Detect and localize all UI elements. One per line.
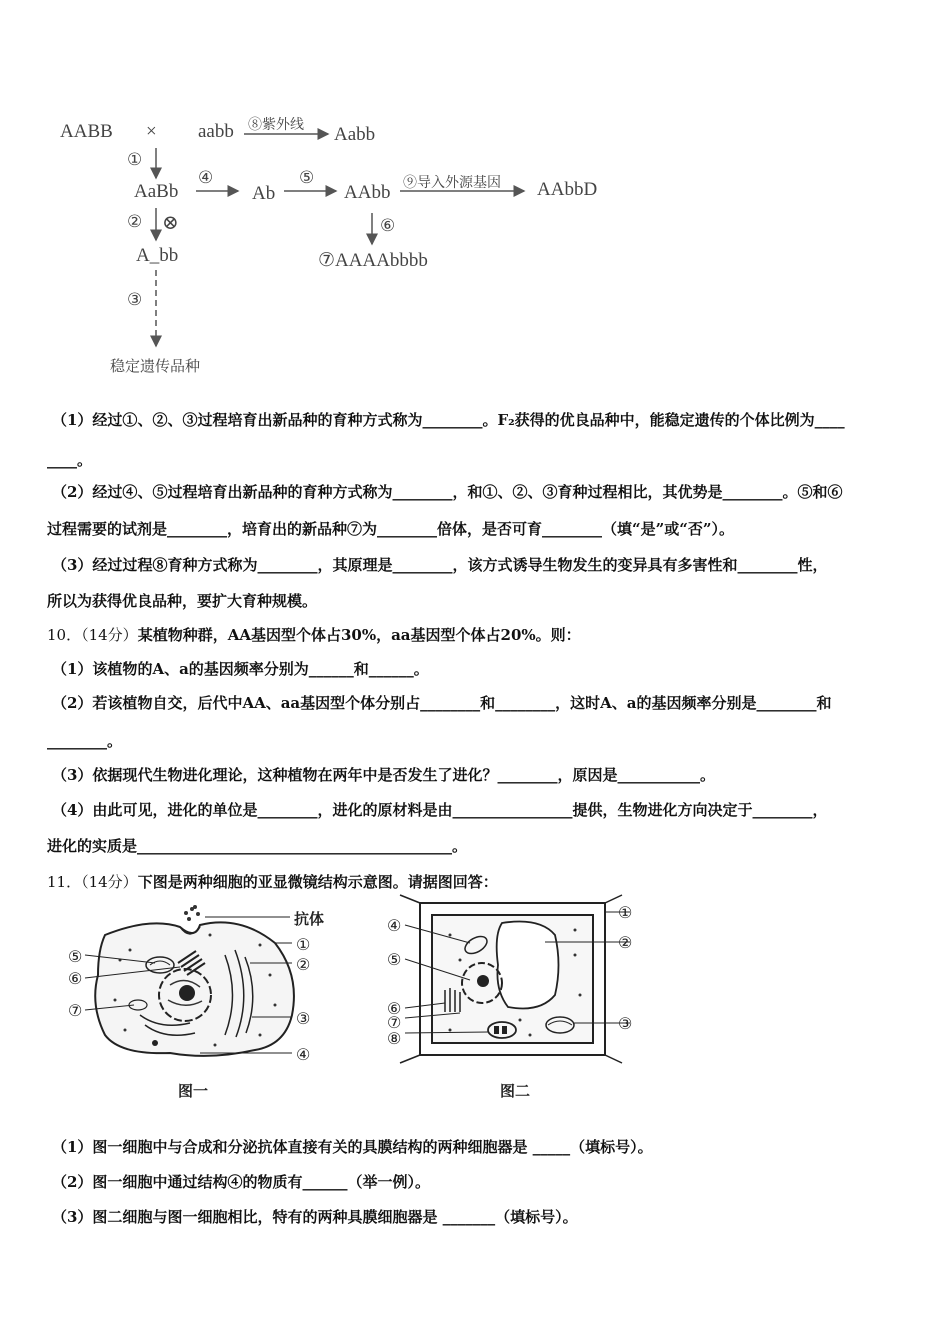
fig2-label-3: ③ — [618, 1014, 633, 1033]
step6-label: ⑥ — [380, 216, 396, 235]
step4-label: ④ — [198, 168, 214, 187]
q10-stem: 某植物种群，AA基因型个体占30%，aa基因型个体占20%。则： — [137, 626, 581, 644]
transgenic-genotype: AAbbD — [537, 179, 598, 200]
fig2-label-1: ① — [618, 903, 633, 922]
f1-genotype: AaBb — [134, 181, 179, 202]
fig1-label-3: ③ — [296, 1009, 311, 1028]
q10-part2-line2: ________。 — [47, 732, 123, 750]
step1-label: ① — [127, 150, 143, 169]
plant-cell-drawing — [390, 895, 640, 1065]
dihaploid-genotype: AAbb — [344, 182, 391, 203]
q9-part2-line1: （2）经过④、⑤过程培育出新品种的育种方式称为________，和①、②、③育种过程相比，其优势是________。⑤和⑥ — [52, 483, 843, 501]
fig2-label-8: ⑧ — [387, 1029, 402, 1048]
q9-part1-line2: ____。 — [47, 451, 93, 469]
fig2-label-6: ⑥ — [387, 999, 402, 1018]
step3-label: ③ — [127, 290, 143, 309]
fig2-caption: 图二 — [500, 1082, 531, 1100]
q9-part3-line2: 所以为获得优良品种，要扩大育种规模。 — [47, 592, 318, 610]
arrow8-label: ⑧紫外线 — [248, 117, 304, 133]
fig1-label-6: ⑥ — [68, 969, 83, 988]
cross-symbol: × — [146, 121, 157, 142]
tetraploid-genotype: ⑦AAAAbbbb — [318, 250, 428, 271]
q11-stem-line — [47, 872, 907, 892]
q10-stem-line — [47, 625, 907, 645]
q11-part3: （3）图二细胞与图一细胞相比，特有的两种具膜细胞器是 _______（填标号）。 — [52, 1208, 578, 1226]
q10-score: （14分） — [81, 626, 138, 644]
mutant-genotype: Aabb — [334, 124, 376, 145]
antibody-label: 抗体 — [294, 910, 325, 928]
q10-part3: （3）依据现代生物进化理论，这种植物在两年中是否发生了进化？________，原因是___________。 — [52, 766, 715, 784]
q9-part2-line2: 过程需要的试剂是________，培育出的新品种⑦为________倍体，是否可育________（填“是”或“否”）。 — [47, 520, 735, 538]
selfing-icon: ⊗ — [162, 212, 179, 234]
fig1-label-1: ① — [296, 935, 311, 954]
step5-label: ⑤ — [299, 168, 315, 187]
fig1-label-2: ② — [296, 955, 311, 974]
q10-part1: （1）该植物的A、a的基因频率分别为______和______。 — [52, 660, 429, 678]
q11-part2: （2）图一细胞中通过结构④的物质有______（举一例）。 — [52, 1173, 430, 1191]
final-variety-label: 稳定遗传品种 — [110, 357, 201, 375]
q9-part3-line1: （3）经过过程⑧育种方式称为________，其原理是________，该方式诱导生物发生的变异具有多害性和________性， — [52, 556, 828, 574]
arrow9-label: ⑨导入外源基因 — [403, 175, 501, 191]
fig2-label-2: ② — [618, 933, 633, 952]
q11-score: （14分） — [81, 873, 138, 891]
q9-part1-line1: （1）经过①、②、③过程培育出新品种的育种方式称为________。F₂获得的优良品种中，能稳定遗传的个体比例为____ — [52, 411, 845, 429]
q11-number: 11． — [47, 873, 82, 891]
step2-label: ② — [127, 212, 143, 231]
q10-part4-line1: （4）由此可见，进化的单位是________，进化的原材料是由________________提供，生物进化方向决定于________， — [52, 801, 828, 819]
q11-part1: （1）图一细胞中与合成和分泌抗体直接有关的具膜结构的两种细胞器是 _____（填标号）。 — [52, 1138, 653, 1156]
fig1-label-7: ⑦ — [68, 1001, 83, 1020]
haploid-genotype: Ab — [252, 183, 276, 204]
q10-number: 10． — [47, 626, 82, 644]
q10-part4-line2: 进化的实质是__________________________________________。 — [47, 837, 468, 855]
f2-genotype: A_bb — [136, 245, 179, 266]
fig1-caption: 图一 — [178, 1082, 209, 1100]
fig2-label-4: ④ — [387, 916, 402, 935]
parent2-genotype: aabb — [198, 121, 234, 142]
fig2-label-5: ⑤ — [387, 950, 402, 969]
parent1-genotype: AABB — [60, 121, 113, 142]
q10-part2-line1: （2）若该植物自交，后代中AA、aa基因型个体分别占________和________，这时A、a的基因频率分别是________和 — [52, 694, 832, 712]
animal-cell-drawing — [60, 905, 320, 1065]
fig1-label-5: ⑤ — [68, 947, 83, 966]
fig2-label-7: ⑦ — [387, 1013, 402, 1032]
fig1-label-4: ④ — [296, 1045, 311, 1064]
q11-stem: 下图是两种细胞的亚显微镜结构示意图。请据图回答： — [137, 873, 498, 891]
